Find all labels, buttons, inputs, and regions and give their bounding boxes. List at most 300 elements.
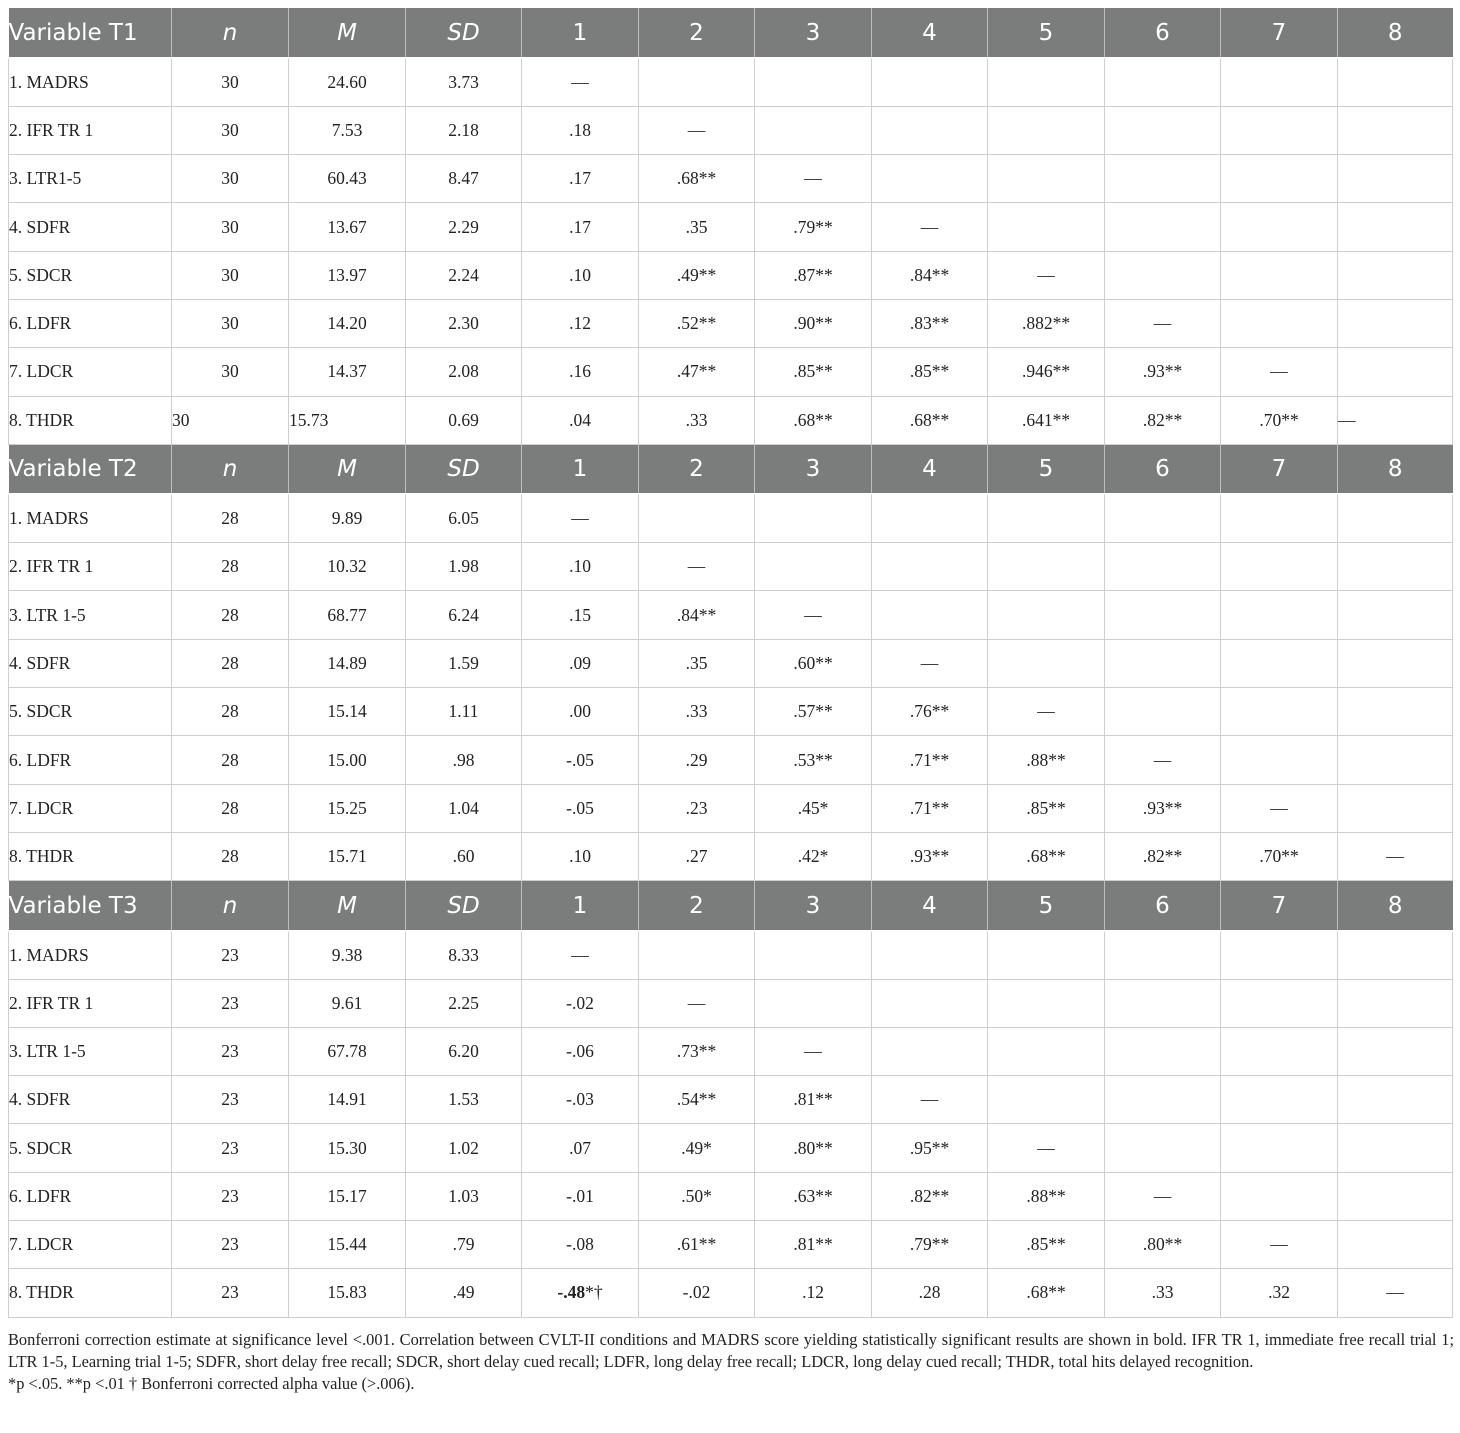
table-cell: .88** xyxy=(988,736,1105,784)
table-cell xyxy=(872,494,988,542)
table-cell xyxy=(1338,106,1453,154)
table-cell: — xyxy=(1105,1172,1221,1220)
table-cell: 28 xyxy=(172,494,289,542)
table-cell: .93** xyxy=(1105,348,1221,396)
table-cell: .80** xyxy=(1105,1221,1221,1269)
table-cell: 23 xyxy=(172,1027,289,1075)
table-cell: 8.47 xyxy=(406,155,522,203)
table-cell: .16 xyxy=(522,348,639,396)
table-cell: 14.37 xyxy=(289,348,406,396)
table-cell xyxy=(1105,203,1221,251)
row-label: 5. SDCR xyxy=(9,688,172,736)
table-cell xyxy=(1221,931,1338,979)
table-cell: — xyxy=(1105,299,1221,347)
row-label: 3. LTR 1-5 xyxy=(9,591,172,639)
table-row xyxy=(9,931,1453,979)
table-row xyxy=(9,58,1453,106)
column-header: M xyxy=(289,8,406,58)
row-label: 4. SDFR xyxy=(9,203,172,251)
notes-significance: *p <.05. **p <.01 † Bonferroni corrected alpha value (>.006). xyxy=(8,1374,415,1393)
table-cell: -.06 xyxy=(522,1027,639,1075)
table-cell: 28 xyxy=(172,784,289,832)
table-cell xyxy=(1221,591,1338,639)
table-cell xyxy=(1105,58,1221,106)
table-row xyxy=(9,494,1453,542)
table-cell: 23 xyxy=(172,979,289,1027)
table-cell xyxy=(1105,591,1221,639)
table-cell: 15.14 xyxy=(289,688,406,736)
table-cell: .93** xyxy=(1105,784,1221,832)
table-notes xyxy=(8,1329,1454,1395)
table-cell: 30 xyxy=(172,203,289,251)
table-cell xyxy=(1338,591,1453,639)
table-cell xyxy=(1221,979,1338,1027)
table-cell: .76** xyxy=(872,688,988,736)
table-cell: .10 xyxy=(522,251,639,299)
column-header: n xyxy=(172,444,289,494)
table-cell xyxy=(1105,543,1221,591)
table-cell: — xyxy=(522,494,639,542)
table-cell xyxy=(755,543,872,591)
table-cell: .85** xyxy=(755,348,872,396)
table-cell: 15.83 xyxy=(289,1269,406,1317)
column-header: M xyxy=(289,881,406,931)
row-label: 7. LDCR xyxy=(9,1221,172,1269)
table-cell xyxy=(1338,784,1453,832)
table-cell: .42* xyxy=(755,832,872,880)
table-cell: .85** xyxy=(872,348,988,396)
table-cell: 7.53 xyxy=(289,106,406,154)
table-cell xyxy=(872,931,988,979)
table-cell xyxy=(872,155,988,203)
table-cell xyxy=(1221,251,1338,299)
table-cell xyxy=(1105,979,1221,1027)
table-row xyxy=(9,1172,1453,1220)
table-cell: — xyxy=(1338,396,1453,444)
column-header: 4 xyxy=(872,8,988,58)
table-cell: — xyxy=(522,58,639,106)
table-cell: .28 xyxy=(872,1269,988,1317)
table-cell xyxy=(1338,1027,1453,1075)
table-row xyxy=(9,591,1453,639)
table-cell: — xyxy=(988,688,1105,736)
table-cell: — xyxy=(988,251,1105,299)
column-header: n xyxy=(172,8,289,58)
table-cell xyxy=(1338,736,1453,784)
table-cell: 6.24 xyxy=(406,591,522,639)
table-cell xyxy=(988,1076,1105,1124)
table-cell xyxy=(1221,58,1338,106)
column-header: 3 xyxy=(755,444,872,494)
table-cell xyxy=(988,591,1105,639)
column-header: 2 xyxy=(639,881,755,931)
table-cell: 9.61 xyxy=(289,979,406,1027)
table-cell: .18 xyxy=(522,106,639,154)
table-cell: 1.59 xyxy=(406,639,522,687)
table-cell: — xyxy=(522,931,639,979)
table-cell: 30 xyxy=(172,348,289,396)
table-cell: 15.71 xyxy=(289,832,406,880)
row-label: 1. MADRS xyxy=(9,494,172,542)
table-cell: 8.33 xyxy=(406,931,522,979)
table-row xyxy=(9,1124,1453,1172)
table-row xyxy=(9,348,1453,396)
table-cell xyxy=(1105,106,1221,154)
table-cell xyxy=(1221,688,1338,736)
table-cell: 24.60 xyxy=(289,58,406,106)
table-cell: 9.38 xyxy=(289,931,406,979)
notes-main: Bonferroni correction estimate at significance level <.001. Correlation between CVLT-II conditions and MADRS score yielding statistically significant results are shown in bold. IFR TR 1, immediate free recall trial 1; LTR 1-5, Learning trial 1-5; SDFR, short delay free recall; SDCR, short delay cued recall; LDFR, long delay free recall; LDCR, long delay cued recall; THDR, total hits delayed recognition. xyxy=(8,1330,1454,1371)
table-cell xyxy=(1221,1124,1338,1172)
table-cell: 15.17 xyxy=(289,1172,406,1220)
table-cell xyxy=(1338,299,1453,347)
table-cell: — xyxy=(755,1027,872,1075)
table-cell: — xyxy=(988,1124,1105,1172)
table-cell: 10.32 xyxy=(289,543,406,591)
table-cell: — xyxy=(639,979,755,1027)
column-header: 6 xyxy=(1105,444,1221,494)
table-cell: .71** xyxy=(872,784,988,832)
table-row xyxy=(9,1221,1453,1269)
table-cell: 13.97 xyxy=(289,251,406,299)
table-cell: 30 xyxy=(172,106,289,154)
table-cell xyxy=(755,494,872,542)
row-label: 6. LDFR xyxy=(9,736,172,784)
table-cell xyxy=(1338,979,1453,1027)
table-cell: .85** xyxy=(988,1221,1105,1269)
column-header: SD xyxy=(406,8,522,58)
table-cell: 2.24 xyxy=(406,251,522,299)
table-cell: 68.77 xyxy=(289,591,406,639)
table-cell: .61** xyxy=(639,1221,755,1269)
table-cell: .23 xyxy=(639,784,755,832)
table-cell: .04 xyxy=(522,396,639,444)
table-cell: .57** xyxy=(755,688,872,736)
table-row xyxy=(9,688,1453,736)
table-cell: .33 xyxy=(639,688,755,736)
table-cell: .73** xyxy=(639,1027,755,1075)
table-cell xyxy=(1338,688,1453,736)
table-cell xyxy=(988,979,1105,1027)
row-label: 2. IFR TR 1 xyxy=(9,979,172,1027)
table-cell: .50* xyxy=(639,1172,755,1220)
table-cell: .79** xyxy=(755,203,872,251)
table-cell: 2.29 xyxy=(406,203,522,251)
column-header: 1 xyxy=(522,881,639,931)
table-cell xyxy=(1221,1076,1338,1124)
table-cell: .35 xyxy=(639,639,755,687)
table-cell xyxy=(1338,1076,1453,1124)
table-row xyxy=(9,639,1453,687)
table-cell xyxy=(1105,639,1221,687)
table-cell: .84** xyxy=(872,251,988,299)
table-cell xyxy=(1221,203,1338,251)
table-cell: — xyxy=(755,155,872,203)
section-title: Variable T2 xyxy=(9,444,172,494)
table-cell xyxy=(1105,1124,1221,1172)
table-cell: 15.73 xyxy=(289,396,406,444)
table-cell: .53** xyxy=(755,736,872,784)
table-cell xyxy=(872,58,988,106)
table-cell: .54** xyxy=(639,1076,755,1124)
table-cell: .87** xyxy=(755,251,872,299)
row-label: 7. LDCR xyxy=(9,348,172,396)
row-label: 8. THDR xyxy=(9,396,172,444)
table-cell: 2.30 xyxy=(406,299,522,347)
table-cell xyxy=(988,203,1105,251)
table-cell: 23 xyxy=(172,1221,289,1269)
table-cell xyxy=(988,106,1105,154)
table-cell xyxy=(988,543,1105,591)
table-cell: 15.00 xyxy=(289,736,406,784)
table-row xyxy=(9,106,1453,154)
column-header: 5 xyxy=(988,8,1105,58)
table-cell: 1.11 xyxy=(406,688,522,736)
table-cell: .82** xyxy=(1105,832,1221,880)
table-cell: 30 xyxy=(172,251,289,299)
table-cell: 23 xyxy=(172,1269,289,1317)
table-row xyxy=(9,1027,1453,1075)
table-cell: .88** xyxy=(988,1172,1105,1220)
table-cell: 23 xyxy=(172,1172,289,1220)
table-cell: -.02 xyxy=(639,1269,755,1317)
table-cell: 13.67 xyxy=(289,203,406,251)
table-cell xyxy=(1221,639,1338,687)
table-cell: — xyxy=(755,591,872,639)
table-cell: 0.69 xyxy=(406,396,522,444)
table-cell: .12 xyxy=(522,299,639,347)
table-cell: 23 xyxy=(172,1124,289,1172)
table-cell xyxy=(872,591,988,639)
section-title: Variable T3 xyxy=(9,881,172,931)
table-cell xyxy=(1105,688,1221,736)
column-header: 4 xyxy=(872,444,988,494)
column-header: SD xyxy=(406,444,522,494)
table-cell: 28 xyxy=(172,736,289,784)
table-cell: .60 xyxy=(406,832,522,880)
table-cell: .85** xyxy=(988,784,1105,832)
table-cell: 28 xyxy=(172,543,289,591)
table-cell xyxy=(1338,494,1453,542)
table-cell: .79** xyxy=(872,1221,988,1269)
table-cell xyxy=(988,155,1105,203)
table-cell: — xyxy=(639,106,755,154)
table-row xyxy=(9,543,1453,591)
table-cell: .70** xyxy=(1221,832,1338,880)
table-cell: — xyxy=(1105,736,1221,784)
table-cell xyxy=(1221,736,1338,784)
table-cell xyxy=(1105,494,1221,542)
row-label: 5. SDCR xyxy=(9,251,172,299)
column-header: 2 xyxy=(639,8,755,58)
table-cell xyxy=(1338,931,1453,979)
table-cell xyxy=(1338,251,1453,299)
row-label: 8. THDR xyxy=(9,1269,172,1317)
table-cell: — xyxy=(1338,1269,1453,1317)
table-cell: 3.73 xyxy=(406,58,522,106)
row-label: 4. SDFR xyxy=(9,1076,172,1124)
table-cell: 2.25 xyxy=(406,979,522,1027)
table-body xyxy=(9,8,1453,1317)
row-label: 8. THDR xyxy=(9,832,172,880)
table-cell: 2.08 xyxy=(406,348,522,396)
table-cell: 15.25 xyxy=(289,784,406,832)
section-header-row xyxy=(9,444,1453,494)
column-header: M xyxy=(289,444,406,494)
table-cell xyxy=(755,931,872,979)
table-cell: .82** xyxy=(872,1172,988,1220)
table-row xyxy=(9,203,1453,251)
table-cell: 6.05 xyxy=(406,494,522,542)
table-cell xyxy=(988,494,1105,542)
table-cell: 30 xyxy=(172,155,289,203)
table-cell xyxy=(1221,543,1338,591)
table-cell: .17 xyxy=(522,203,639,251)
table-cell: .98 xyxy=(406,736,522,784)
table-cell: .12 xyxy=(755,1269,872,1317)
row-label: 2. IFR TR 1 xyxy=(9,543,172,591)
table-cell xyxy=(1338,639,1453,687)
table-cell-significant xyxy=(522,1269,639,1317)
table-cell xyxy=(872,1027,988,1075)
table-cell: -.01 xyxy=(522,1172,639,1220)
table-cell: 30 xyxy=(172,396,289,444)
column-header: n xyxy=(172,881,289,931)
table-cell xyxy=(1105,1076,1221,1124)
table-row xyxy=(9,299,1453,347)
table-cell: 1.53 xyxy=(406,1076,522,1124)
table-cell: .00 xyxy=(522,688,639,736)
column-header: 8 xyxy=(1338,444,1453,494)
table-row xyxy=(9,832,1453,880)
row-label: 5. SDCR xyxy=(9,1124,172,1172)
table-cell: -.05 xyxy=(522,736,639,784)
table-cell: .81** xyxy=(755,1076,872,1124)
table-cell: -.05 xyxy=(522,784,639,832)
table-cell: 2.18 xyxy=(406,106,522,154)
table-cell: 30 xyxy=(172,58,289,106)
table-cell xyxy=(1338,1172,1453,1220)
table-cell: .80** xyxy=(755,1124,872,1172)
table-row xyxy=(9,736,1453,784)
table-cell xyxy=(1338,1124,1453,1172)
table-cell: .15 xyxy=(522,591,639,639)
table-cell: .82** xyxy=(1105,396,1221,444)
row-label: 1. MADRS xyxy=(9,58,172,106)
table-cell: 1.03 xyxy=(406,1172,522,1220)
table-cell: .17 xyxy=(522,155,639,203)
table-cell: -.02 xyxy=(522,979,639,1027)
table-cell: .95** xyxy=(872,1124,988,1172)
table-cell xyxy=(988,1027,1105,1075)
table-cell: 67.78 xyxy=(289,1027,406,1075)
table-cell: 1.04 xyxy=(406,784,522,832)
table-cell: .32 xyxy=(1221,1269,1338,1317)
column-header: 1 xyxy=(522,8,639,58)
table-cell xyxy=(1338,1221,1453,1269)
table-cell: — xyxy=(1221,1221,1338,1269)
table-cell: .68** xyxy=(755,396,872,444)
table-row xyxy=(9,1269,1453,1317)
table-cell: 14.91 xyxy=(289,1076,406,1124)
row-label: 3. LTR1-5 xyxy=(9,155,172,203)
table-cell: — xyxy=(1221,348,1338,396)
table-cell: 28 xyxy=(172,832,289,880)
table-cell: .60** xyxy=(755,639,872,687)
column-header: 5 xyxy=(988,444,1105,494)
table-cell xyxy=(1221,494,1338,542)
table-row xyxy=(9,979,1453,1027)
table-cell xyxy=(755,58,872,106)
table-cell: .93** xyxy=(872,832,988,880)
table-cell xyxy=(1221,1172,1338,1220)
table-cell: .29 xyxy=(639,736,755,784)
table-cell: .07 xyxy=(522,1124,639,1172)
table-cell: .90** xyxy=(755,299,872,347)
table-cell: 6.20 xyxy=(406,1027,522,1075)
table-cell: .33 xyxy=(1105,1269,1221,1317)
table-cell: .33 xyxy=(639,396,755,444)
table-cell: 15.30 xyxy=(289,1124,406,1172)
table-row xyxy=(9,155,1453,203)
row-label: 7. LDCR xyxy=(9,784,172,832)
table-cell xyxy=(988,639,1105,687)
table-cell: .10 xyxy=(522,832,639,880)
bold-value: -.48 xyxy=(557,1282,586,1303)
table-row xyxy=(9,396,1453,444)
table-cell xyxy=(1105,251,1221,299)
column-header: 7 xyxy=(1221,881,1338,931)
table-cell: .882** xyxy=(988,299,1105,347)
section-header-row xyxy=(9,881,1453,931)
table-cell: — xyxy=(872,639,988,687)
table-cell: -.03 xyxy=(522,1076,639,1124)
table-cell xyxy=(1338,155,1453,203)
table-cell xyxy=(1221,1027,1338,1075)
table-cell: 15.44 xyxy=(289,1221,406,1269)
table-cell xyxy=(988,58,1105,106)
table-cell: — xyxy=(872,203,988,251)
table-cell xyxy=(872,543,988,591)
table-cell: 14.20 xyxy=(289,299,406,347)
row-label: 1. MADRS xyxy=(9,931,172,979)
column-header: 2 xyxy=(639,444,755,494)
table-cell: .10 xyxy=(522,543,639,591)
column-header: SD xyxy=(406,881,522,931)
table-cell: 23 xyxy=(172,1076,289,1124)
table-cell: .79 xyxy=(406,1221,522,1269)
table-cell: 14.89 xyxy=(289,639,406,687)
table-cell: 60.43 xyxy=(289,155,406,203)
table-cell: 1.02 xyxy=(406,1124,522,1172)
row-label: 4. SDFR xyxy=(9,639,172,687)
column-header: 7 xyxy=(1221,444,1338,494)
table-row xyxy=(9,251,1453,299)
section-title: Variable T1 xyxy=(9,8,172,58)
table-cell: .83** xyxy=(872,299,988,347)
table-cell xyxy=(1338,58,1453,106)
significance-marker: *† xyxy=(585,1282,603,1303)
table-cell: .45* xyxy=(755,784,872,832)
table-cell xyxy=(639,494,755,542)
column-header: 1 xyxy=(522,444,639,494)
table-cell: 28 xyxy=(172,639,289,687)
table-cell: — xyxy=(639,543,755,591)
table-cell: .27 xyxy=(639,832,755,880)
table-row xyxy=(9,1076,1453,1124)
table-cell: .641** xyxy=(988,396,1105,444)
correlation-table xyxy=(8,8,1453,1318)
